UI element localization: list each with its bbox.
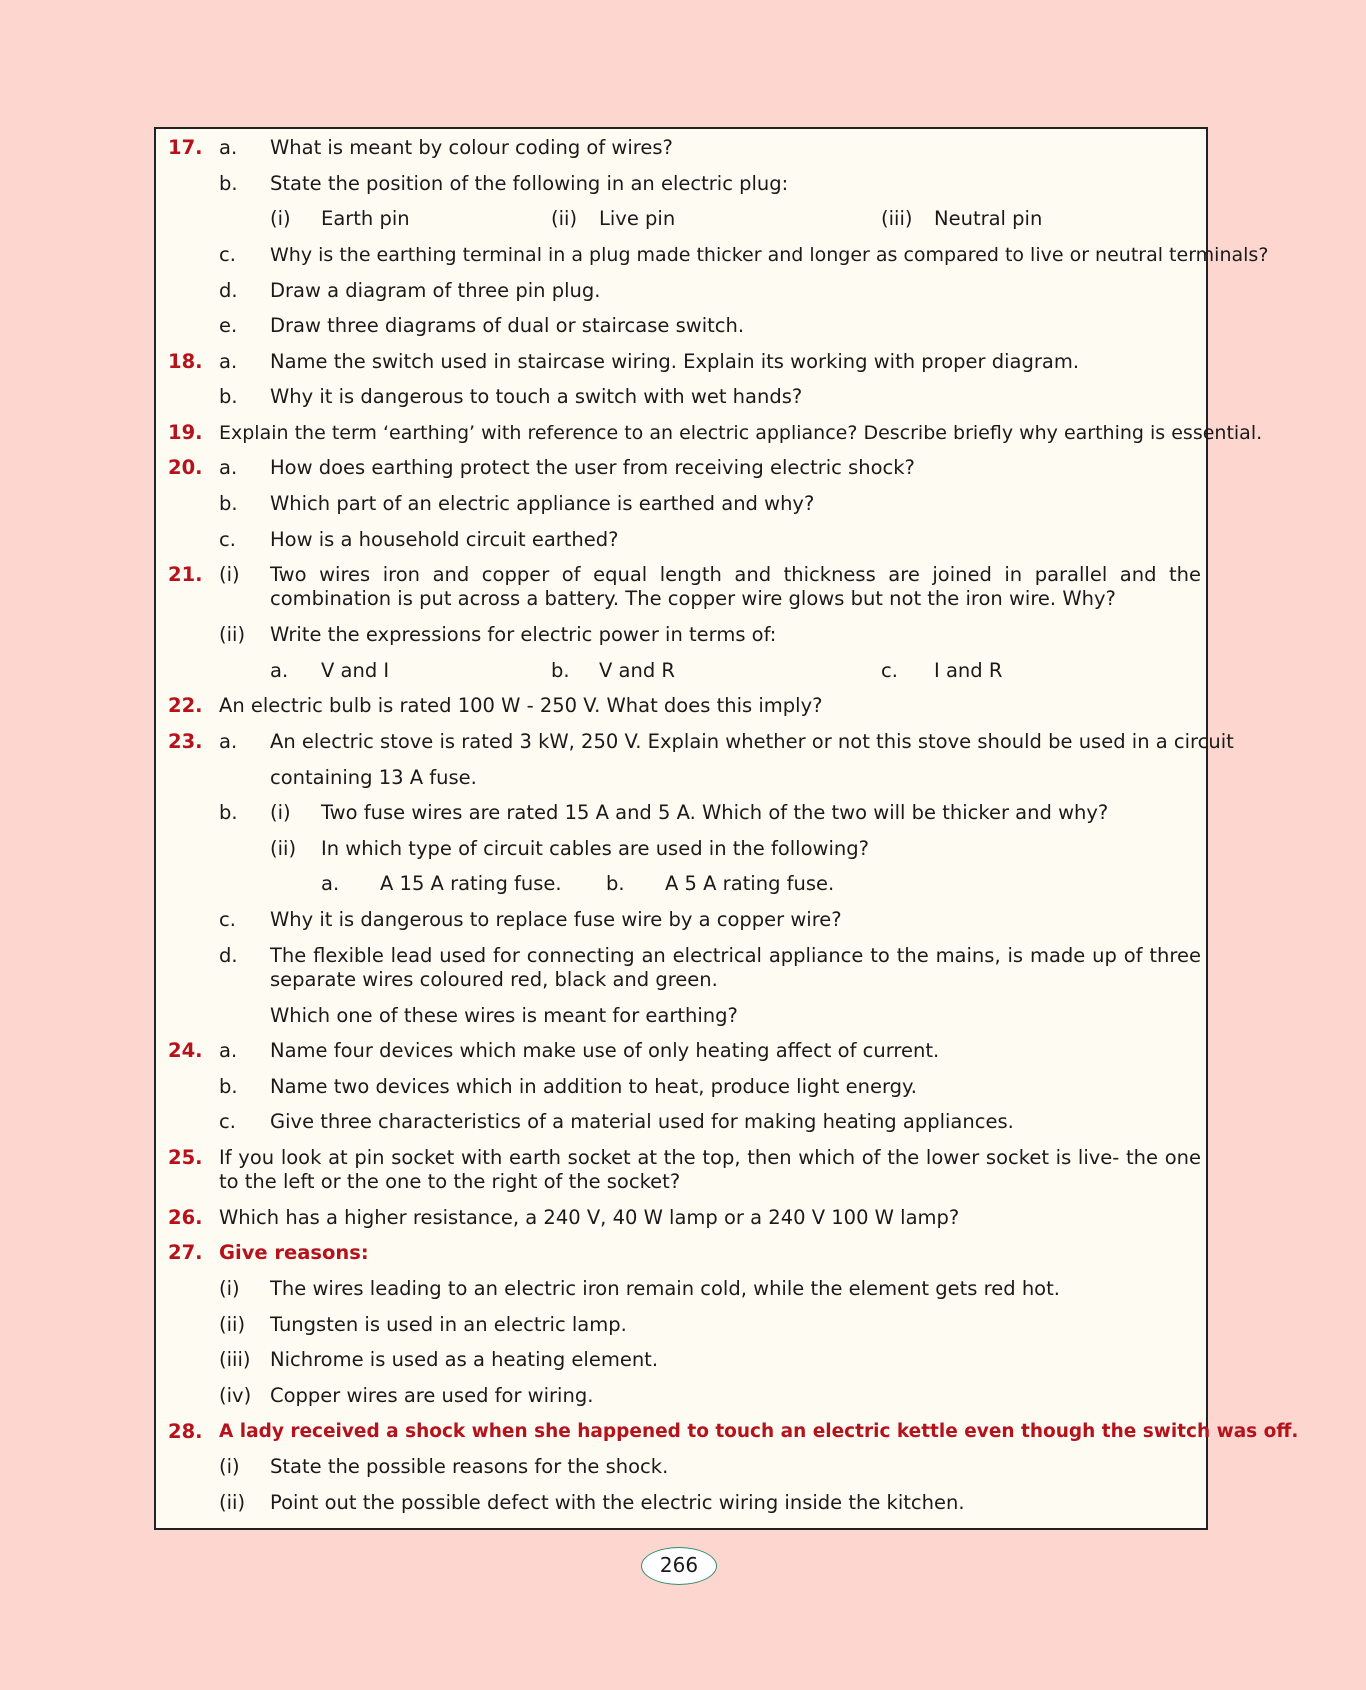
question-number: 20. xyxy=(168,456,203,479)
item-label: (i) xyxy=(219,1277,240,1300)
sub-item-text: I and R xyxy=(934,659,1003,682)
sub-item-text: A 15 A rating fuse. xyxy=(380,872,562,895)
question-text: Explain the term ‘earthing’ with reference to an electric appliance? Describe briefly why earthing is essential. xyxy=(219,422,1263,444)
question-number: 23. xyxy=(168,730,203,753)
question-text: An electric bulb is rated 100 W - 250 V. What does this imply? xyxy=(219,694,823,717)
question-number: 17. xyxy=(168,136,203,159)
sub-item-text: In which type of circuit cables are used in the following? xyxy=(321,837,869,860)
item-label: b. xyxy=(219,801,238,824)
item-text: An electric stove is rated 3 kW, 250 V. Explain whether or not this stove should be used in a circuit xyxy=(270,730,1234,753)
question-number: 25. xyxy=(168,1146,203,1169)
item-label: b. xyxy=(219,172,238,195)
sub-item-label: (i) xyxy=(270,801,291,824)
question-number: 27. xyxy=(168,1241,203,1264)
item-label: (ii) xyxy=(219,623,246,646)
sub-item-label: (ii) xyxy=(270,837,297,860)
item-label: (ii) xyxy=(219,1491,246,1514)
item-label: (iii) xyxy=(219,1348,251,1371)
item-text: How is a household circuit earthed? xyxy=(270,528,619,551)
item-label: a. xyxy=(219,1039,238,1062)
sub-item-text: Earth pin xyxy=(321,207,410,230)
item-label: (iv) xyxy=(219,1384,252,1407)
item-text: Why it is dangerous to touch a switch with wet hands? xyxy=(270,385,803,408)
item-label: a. xyxy=(219,456,238,479)
item-text: State the position of the following in an electric plug: xyxy=(270,172,789,195)
item-text: Copper wires are used for wiring. xyxy=(270,1384,594,1407)
question-number: 22. xyxy=(168,694,203,717)
item-label: a. xyxy=(219,136,238,159)
sub-item-text: Neutral pin xyxy=(934,207,1043,230)
item-text: The wires leading to an electric iron remain cold, while the element gets red hot. xyxy=(270,1277,1060,1300)
item-text: What is meant by colour coding of wires? xyxy=(270,136,673,159)
item-label: a. xyxy=(219,350,238,373)
question-text: If you look at pin socket with earth socket at the top, then which of the lower socket is live- the one to the left or the one to the right of the socket? xyxy=(219,1146,1201,1193)
sub-item-label: a. xyxy=(270,659,289,682)
question-number: 26. xyxy=(168,1206,203,1229)
sub-item-label: (iii) xyxy=(881,207,913,230)
question-number: 21. xyxy=(168,563,203,586)
sub-item-label: c. xyxy=(881,659,898,682)
item-label: (i) xyxy=(219,1455,240,1478)
item-text: Name four devices which make use of only heating affect of current. xyxy=(270,1039,940,1062)
item-label: (i) xyxy=(219,563,240,586)
sub-item-text: Two fuse wires are rated 15 A and 5 A. Which of the two will be thicker and why? xyxy=(321,801,1109,824)
item-label: b. xyxy=(219,492,238,515)
item-text: Which part of an electric appliance is earthed and why? xyxy=(270,492,815,515)
item-text: Draw three diagrams of dual or staircase switch. xyxy=(270,314,745,337)
item-text: Name two devices which in addition to heat, produce light energy. xyxy=(270,1075,917,1098)
item-text: Draw a diagram of three pin plug. xyxy=(270,279,601,302)
question-heading: A lady received a shock when she happened to touch an electric kettle even though the switch was off. xyxy=(219,1421,1299,1442)
question-number: 18. xyxy=(168,350,203,373)
item-label: c. xyxy=(219,243,236,266)
item-text: containing 13 A fuse. xyxy=(270,766,477,789)
question-text: Which has a higher resistance, a 240 V, 40 W lamp or a 240 V 100 W lamp? xyxy=(219,1206,960,1229)
item-label: b. xyxy=(219,1075,238,1098)
sub-item-text: V and I xyxy=(321,659,390,682)
sub-item-text: Live pin xyxy=(599,207,676,230)
question-number: 28. xyxy=(168,1420,203,1443)
item-label: d. xyxy=(219,279,238,302)
item-text: Which one of these wires is meant for earthing? xyxy=(270,1004,738,1027)
item-label: d. xyxy=(219,944,238,967)
item-text: Give three characteristics of a material used for making heating appliances. xyxy=(270,1110,1014,1133)
item-label: b. xyxy=(219,385,238,408)
question-number: 24. xyxy=(168,1039,203,1062)
item-label: c. xyxy=(219,528,236,551)
sub-item-label: (i) xyxy=(270,207,291,230)
question-heading: Give reasons: xyxy=(219,1241,369,1264)
sub-item-text: A 5 A rating fuse. xyxy=(665,872,835,895)
item-label: c. xyxy=(219,908,236,931)
item-label: e. xyxy=(219,314,238,337)
sub-item-label: b. xyxy=(606,872,625,895)
item-text: Two wires iron and copper of equal length and thickness are joined in parallel and the combination is put across a battery. The copper wire glows but not the iron wire. Why? xyxy=(270,563,1201,610)
item-text: The flexible lead used for connecting an electrical appliance to the mains, is made up of three separate wires coloured red, black and green. xyxy=(270,944,1201,991)
sub-item-label: b. xyxy=(551,659,570,682)
item-text: Nichrome is used as a heating element. xyxy=(270,1348,659,1371)
item-label: c. xyxy=(219,1110,236,1133)
item-text: State the possible reasons for the shock. xyxy=(270,1455,669,1478)
sub-item-label: (ii) xyxy=(551,207,578,230)
item-text: Why it is dangerous to replace fuse wire by a copper wire? xyxy=(270,908,842,931)
item-text: Why is the earthing terminal in a plug made thicker and longer as compared to live or neutral terminals? xyxy=(270,244,1269,266)
item-label: (ii) xyxy=(219,1313,246,1336)
item-text: Point out the possible defect with the electric wiring inside the kitchen. xyxy=(270,1491,965,1514)
sub-item-label: a. xyxy=(321,872,340,895)
item-text: How does earthing protect the user from receiving electric shock? xyxy=(270,456,915,479)
page-number: 266 xyxy=(641,1547,717,1585)
item-text: Name the switch used in staircase wiring. Explain its working with proper diagram. xyxy=(270,350,1080,373)
sub-item-text: V and R xyxy=(599,659,675,682)
item-text: Write the expressions for electric power in terms of: xyxy=(270,623,777,646)
item-text: Tungsten is used in an electric lamp. xyxy=(270,1313,627,1336)
item-label: a. xyxy=(219,730,238,753)
question-number: 19. xyxy=(168,421,203,444)
